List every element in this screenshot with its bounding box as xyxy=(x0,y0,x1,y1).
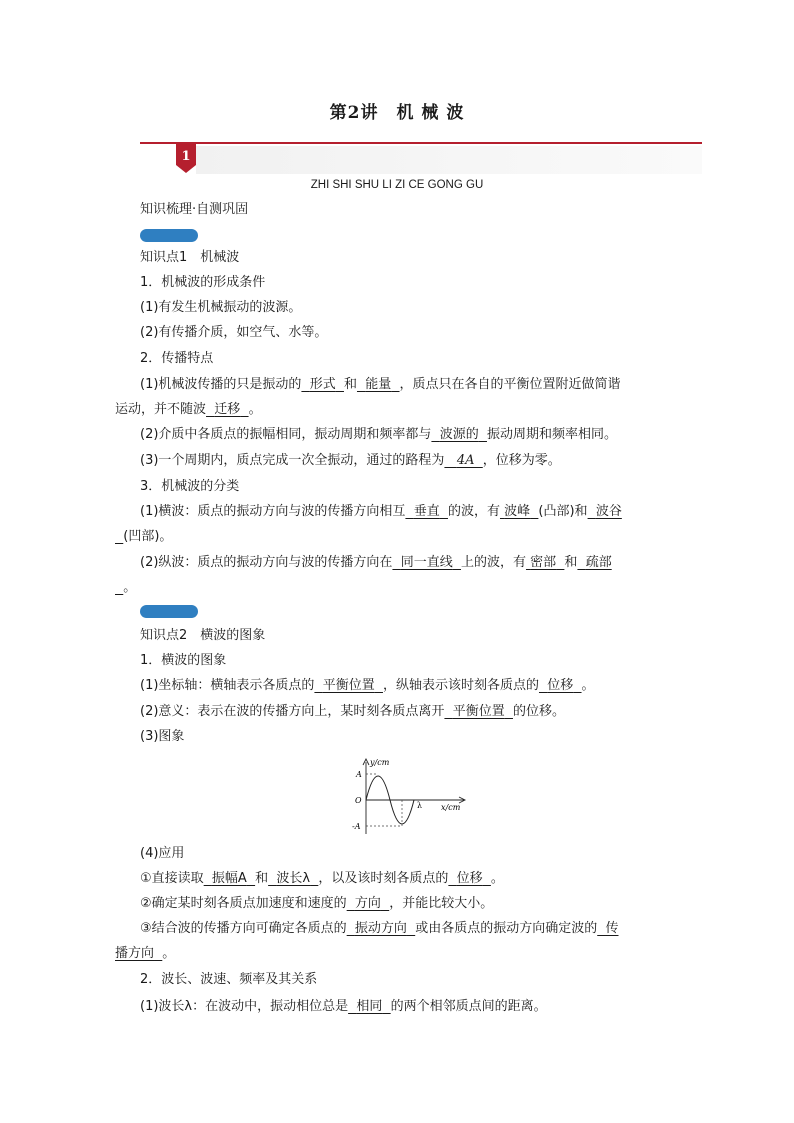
text: 和 xyxy=(564,555,578,570)
kp1-heading-3: 3．机械波的分类 xyxy=(140,479,240,494)
blank-answer xyxy=(347,921,416,936)
text: 振动周期和频率相同。 xyxy=(486,427,617,442)
wavelength-label: λ xyxy=(417,801,423,810)
text: 。 xyxy=(123,580,137,595)
blank-answer xyxy=(577,555,611,570)
text: ，以及该时刻各质点的 xyxy=(318,871,449,886)
knowledge-pill-1 xyxy=(140,229,198,242)
answer-text: 播方向 xyxy=(115,946,155,961)
text: (1)机械波传播的只是振动的 xyxy=(140,377,302,392)
text: 。 xyxy=(162,946,176,961)
kp1-title: 知识点1 机械波 xyxy=(140,250,240,265)
text: (1)波长λ：在波动中，振动相位总是 xyxy=(140,999,349,1014)
amplitude-bottom-label: -A xyxy=(352,822,361,831)
text: (1)横波：质点的振动方向与波的传播方向相互 xyxy=(140,504,406,519)
text: 运动，并不随波 xyxy=(115,402,207,417)
text: (凸部)和 xyxy=(538,504,588,519)
answer-text: 传 xyxy=(605,921,619,936)
section-badge xyxy=(176,143,196,173)
answer-text: 平衡位置 xyxy=(322,678,375,693)
text: 的位移。 xyxy=(512,704,565,719)
text: 的波，有 xyxy=(447,504,500,519)
text: 。 xyxy=(581,678,595,693)
section-heading: 知识梳理·自测巩固 xyxy=(140,202,249,217)
answer-text: 密部 xyxy=(530,555,557,570)
answer-text: 形式 xyxy=(309,377,336,392)
text: 和 xyxy=(343,377,357,392)
answer-text: 波源的 xyxy=(439,427,479,442)
header-divider xyxy=(140,142,702,144)
answer-text: 相同 xyxy=(356,999,383,1014)
text: ②确定某时刻各质点加速度和速度的 xyxy=(140,896,347,911)
origin-label: O xyxy=(355,796,362,805)
blank-answer xyxy=(444,453,482,468)
text: ，位移为零。 xyxy=(482,453,561,468)
text: (3)一个周期内，质点完成一次全振动，通过的路程为 xyxy=(140,453,445,468)
text: ，纵轴表示该时刻各质点的 xyxy=(382,678,539,693)
text: 。 xyxy=(248,402,262,417)
text: 或由各质点的振动方向确定波的 xyxy=(415,921,598,936)
blank-answer xyxy=(268,871,318,886)
answer-text: 位移 xyxy=(547,678,574,693)
kp1-line-1: (1)有发生机械振动的波源。 xyxy=(140,300,302,315)
x-axis-label: x/cm xyxy=(441,803,461,812)
text: ③结合波的传播方向可确定各质点的 xyxy=(140,921,347,936)
section-pinyin: ZHI SHI SHU LI ZI CE GONG GU xyxy=(310,179,484,191)
blank-answer xyxy=(539,678,582,693)
kp2-graph-label: (3)图象 xyxy=(140,729,185,744)
blank-answer xyxy=(588,504,622,519)
kp1-type-2-cont xyxy=(115,579,685,597)
text: (凹部)。 xyxy=(123,529,173,544)
answer-text: 波谷 xyxy=(595,504,622,519)
wave-graph xyxy=(352,756,468,836)
blank-answer xyxy=(448,871,491,886)
kp2-app-3 xyxy=(140,920,710,938)
kp2-app-1 xyxy=(140,870,710,888)
answer-text: 振动方向 xyxy=(354,921,407,936)
kp1-type-1-cont xyxy=(115,528,685,546)
kp2-meaning xyxy=(140,703,710,721)
kp1-type-2 xyxy=(140,554,710,572)
kp1-para-3 xyxy=(140,452,710,470)
text: (1)坐标轴：横轴表示各质点的 xyxy=(140,678,315,693)
kp1-para-1-cont xyxy=(115,401,685,419)
page-title: 第2讲 机 械 波 xyxy=(329,103,465,123)
answer-text: 4A xyxy=(456,453,475,468)
text: 。 xyxy=(490,871,504,886)
text: 和 xyxy=(255,871,269,886)
kp1-heading-1: 1．机械波的形成条件 xyxy=(140,275,266,290)
kp2-wavelength xyxy=(140,998,710,1016)
kp1-para-1 xyxy=(140,376,710,394)
kp2-title: 知识点2 横波的图象 xyxy=(140,628,266,643)
answer-text: 波长λ xyxy=(276,871,311,886)
answer-text: 同一直线 xyxy=(400,555,453,570)
answer-text: 方向 xyxy=(354,896,381,911)
text: (2)介质中各质点的振幅相同，振动周期和频率都与 xyxy=(140,427,432,442)
header-band xyxy=(196,146,702,174)
kp1-heading-2: 2．传播特点 xyxy=(140,351,214,366)
blank-answer xyxy=(314,678,383,693)
blank-answer xyxy=(500,504,538,519)
answer-text: 疏部 xyxy=(585,555,612,570)
answer-text: 迁移 xyxy=(214,402,241,417)
text: 上的波，有 xyxy=(460,555,526,570)
text: (2)纵波：质点的振动方向与波的传播方向在 xyxy=(140,555,393,570)
kp2-coord xyxy=(140,677,710,695)
kp2-heading-2: 2．波长、波速、频率及其关系 xyxy=(140,972,318,987)
blank-answer xyxy=(348,999,391,1014)
kp2-app-3-cont xyxy=(115,945,685,963)
blank-answer xyxy=(526,555,564,570)
blank-answer xyxy=(597,921,618,936)
kp2-application: (4)应用 xyxy=(140,846,185,861)
text: ，并能比较大小。 xyxy=(389,896,494,911)
kp1-type-1 xyxy=(140,503,710,521)
blank-answer xyxy=(405,504,448,519)
blank-answer xyxy=(301,377,344,392)
answer-text: 振幅A xyxy=(211,871,247,886)
blank-answer xyxy=(431,427,487,442)
blank-answer xyxy=(392,555,461,570)
blank-answer xyxy=(206,402,249,417)
text: ，质点只在各自的平衡位置附近做简谐 xyxy=(399,377,621,392)
answer-text: 波峰 xyxy=(504,504,531,519)
blank-answer xyxy=(357,377,400,392)
kp2-heading-1: 1．横波的图象 xyxy=(140,653,227,668)
answer-text: 位移 xyxy=(456,871,483,886)
badge-number: 1 xyxy=(181,149,191,164)
kp2-app-2 xyxy=(140,895,710,913)
kp1-para-2 xyxy=(140,426,710,444)
text: (2)意义：表示在波的传播方向上，某时刻各质点离开 xyxy=(140,704,445,719)
blank-answer xyxy=(444,704,513,719)
answer-text: 垂直 xyxy=(413,504,440,519)
blank-answer xyxy=(115,946,162,961)
blank-answer xyxy=(347,896,390,911)
knowledge-pill-2 xyxy=(140,605,198,618)
kp1-line-2: (2)有传播介质，如空气、水等。 xyxy=(140,325,328,340)
y-axis-label: y/cm xyxy=(370,758,390,767)
amplitude-top-label: A xyxy=(356,770,362,779)
text: 的两个相邻质点间的距离。 xyxy=(390,999,547,1014)
answer-text: 能量 xyxy=(365,377,392,392)
text: ①直接读取 xyxy=(140,871,204,886)
answer-text: 平衡位置 xyxy=(452,704,505,719)
blank-answer xyxy=(204,871,255,886)
